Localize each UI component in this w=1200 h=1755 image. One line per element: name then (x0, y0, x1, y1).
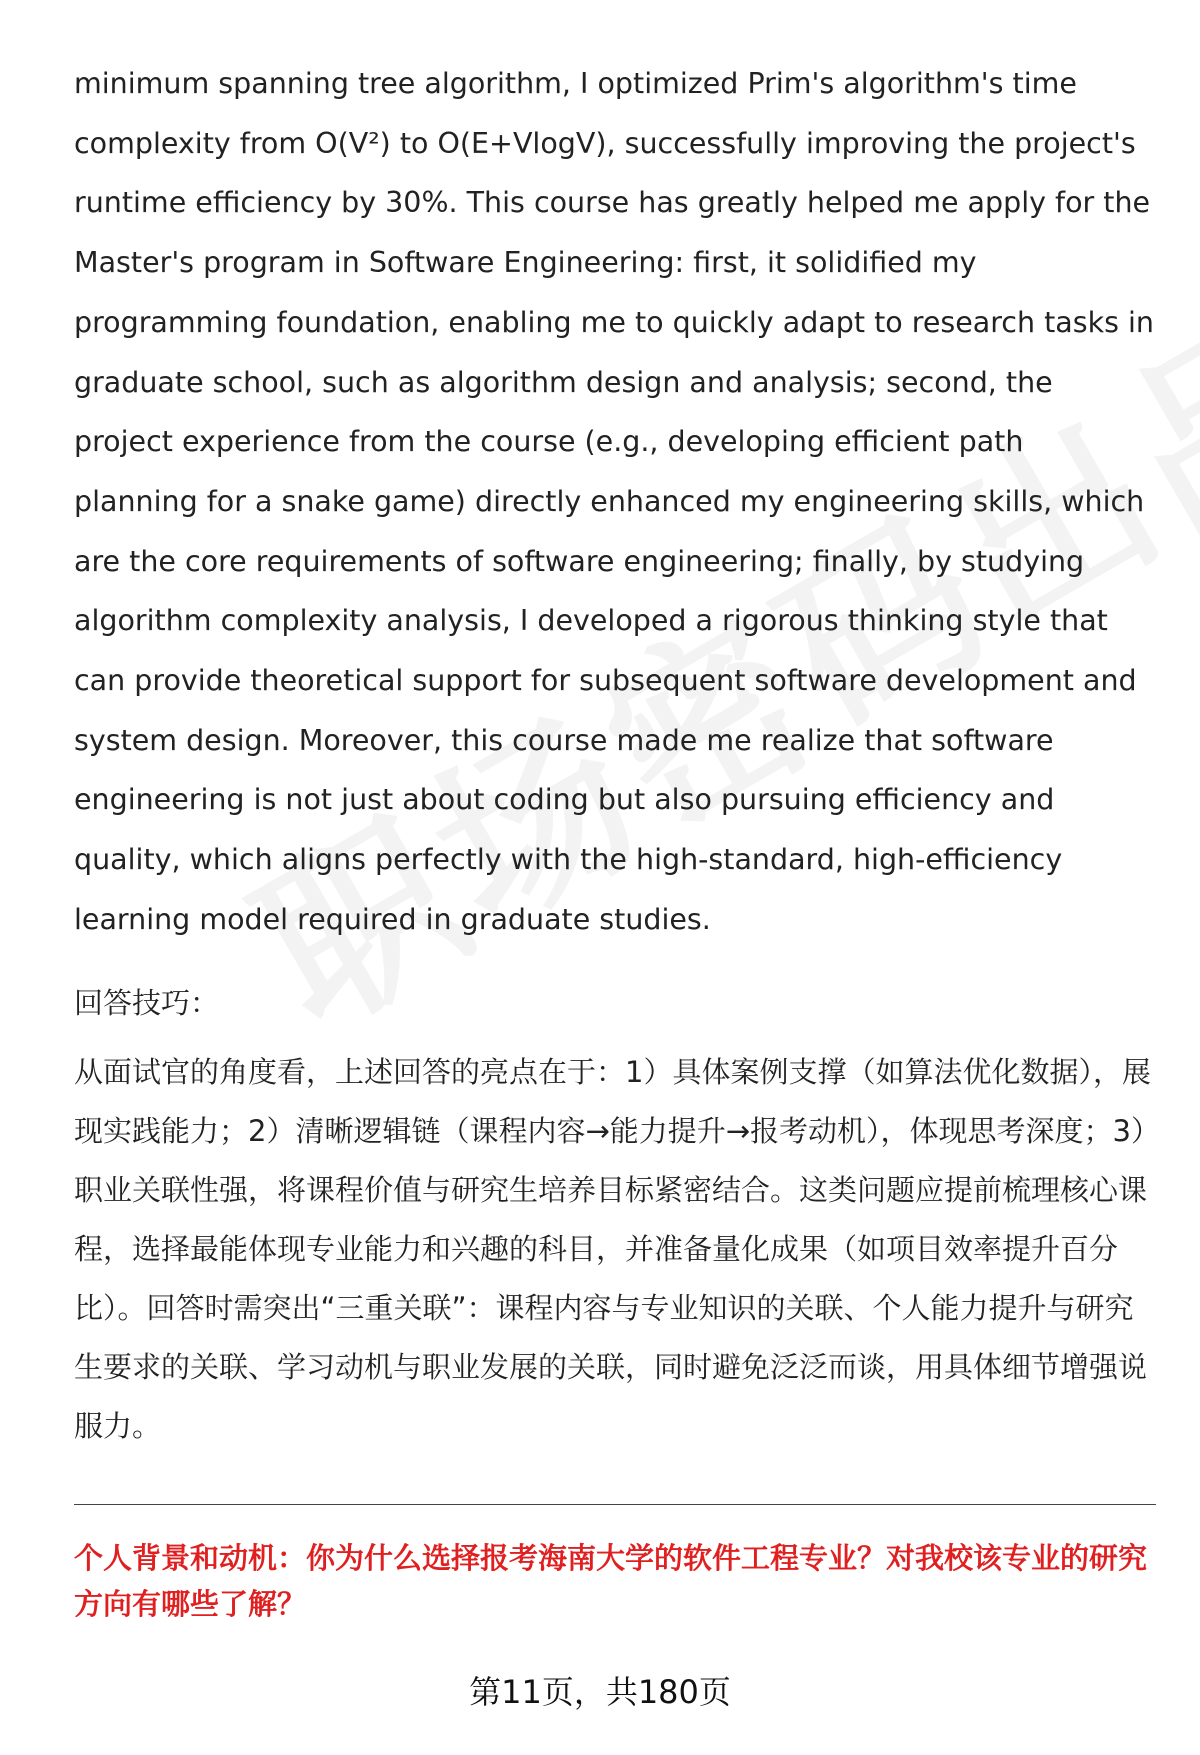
interview-question: 个人背景和动机：你为什么选择报考海南大学的软件工程专业？对我校该专业的研究方向有哪些了解？ (74, 1541, 1148, 1621)
tips-paragraph: 从面试官的角度看，上述回答的亮点在于：1）具体案例支撑（如算法优化数据），展现实践能力；2）清晰逻辑链（课程内容→能力提升→报考动机），体现思考深度；3）职业关联性强，将课程价值与研究生培养目标紧密结合。这类问题应提前梳理核心课程，选择最能体现专业能力和兴趣的科目，并准备量化成果（如项目效率提升百分比）。回答时需突出“三重关联”：课程内容与专业知识的关联、个人能力提升与研究生要求的关联、学习动机与职业发展的关联，同时避免泛泛而谈，用具体细节增强说服力。 (74, 1055, 1151, 1443)
answer-paragraph: minimum spanning tree algorithm, I optimized Prim's algorithm's time complexity from O(V²) to O(E+VlogV), successfully improving the project's runtime efficiency by 30%. This course has greatly helped me apply for the Master's program in Software Engineering: first, it solidified my programming foundation, enabling me to quickly adapt to research tasks in graduate school, such as algorithm design and analysis; second, the project experience from the course (e.g., developing efficient path planning for a snake game) directly enhanced my engineering skills, which are the core requirements of software engineering; finally, by studying algorithm complexity analysis, I developed a rigorous thinking style that can provide theoretical support for subsequent software development and system design. Moreover, this course made me realize that software engineering is not just about coding but also pursuing efficiency and quality, which aligns perfectly with the high-standard, high-efficiency learning model required in graduate studies. (74, 67, 1154, 936)
page-number: 第11页，共180页 (469, 1673, 731, 1711)
tips-heading: 回答技巧： (74, 986, 220, 1020)
section-divider (74, 1504, 1156, 1505)
